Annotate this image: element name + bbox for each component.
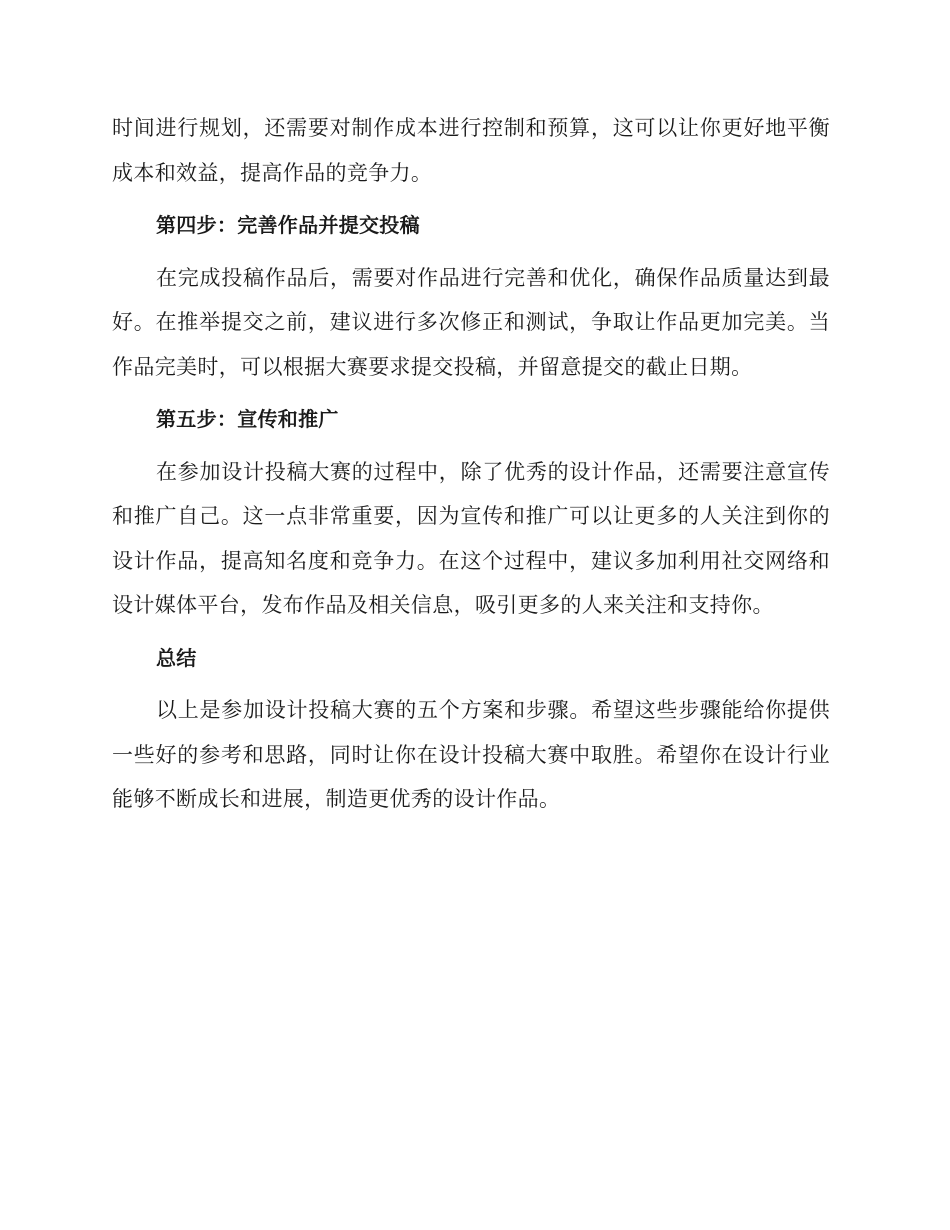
spacer bbox=[112, 442, 830, 450]
intro-continuation-paragraph: 时间进行规划，还需要对制作成本进行控制和预算，这可以让你更好地平衡成本和效益，提高作品的竞争力。 bbox=[112, 116, 830, 185]
spacer bbox=[112, 195, 830, 203]
section-body-step-4: 在完成投稿作品后，需要对作品进行完善和优化，确保作品质量达到最好。在推举提交之前，建议进行多次修正和测试，争取让作品更加完美。当作品完美时，可以根据大赛要求提交投稿，并留意提交的截止日期。 bbox=[112, 265, 830, 379]
section-body-summary: 以上是参加设计投稿大赛的五个方案和步骤。希望这些步骤能给你提供一些好的参考和思路，同时让你在设计投稿大赛中取胜。希望你在设计行业能够不断成长和进展，制造更优秀的设计作品。 bbox=[112, 698, 830, 811]
section-heading-step-5: 第五步：宣传和推广 bbox=[156, 407, 339, 431]
section-heading-step-4: 第四步：完善作品并提交投稿 bbox=[156, 213, 420, 237]
spacer bbox=[112, 389, 830, 397]
section-heading-summary: 总结 bbox=[156, 645, 197, 670]
section-body-step-5: 在参加设计投稿大赛的过程中，除了优秀的设计作品，还需要注意宣传和推广自己。这一点非常重要，因为宣传和推广可以让更多的人关注到你的设计作品，提高知名度和竞争力。在这个过程中，建议多加利用社交网络和设计媒体平台，发布作品及相关信息，吸引更多的人来关注和支持你。 bbox=[112, 459, 830, 617]
spacer bbox=[112, 248, 830, 256]
spacer bbox=[112, 680, 830, 688]
document-page bbox=[112, 106, 830, 822]
spacer bbox=[112, 628, 830, 636]
